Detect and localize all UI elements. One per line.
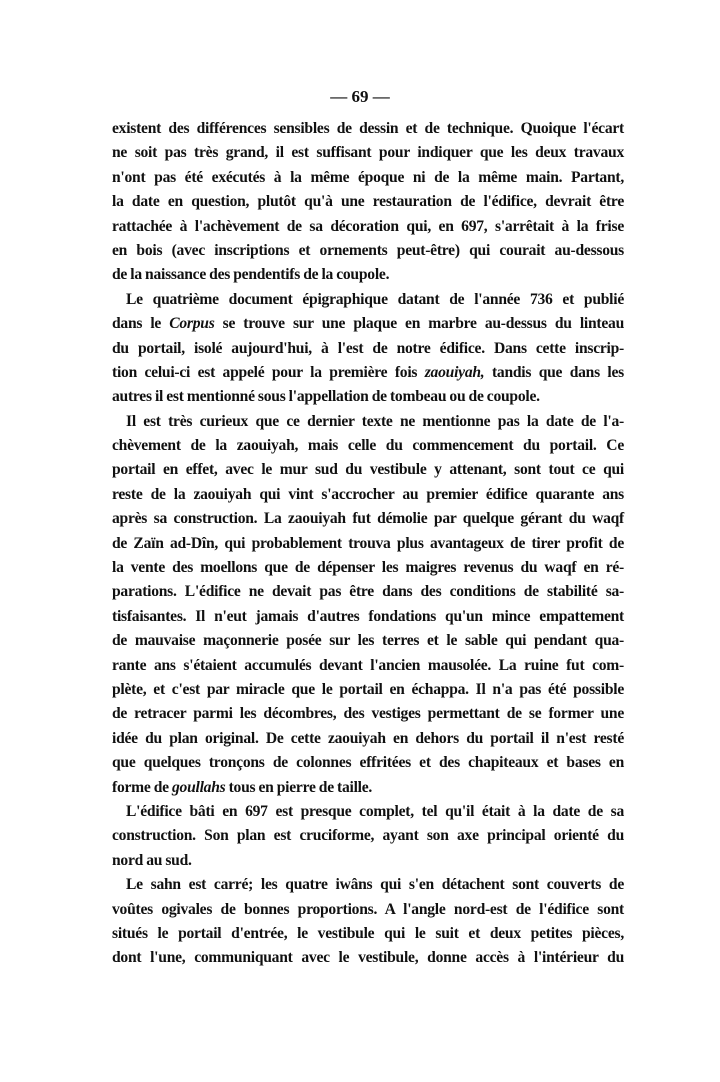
text-segment: après sa construction. La zaouiyah fut démolie par quelque gérant du waqf <box>112 510 624 528</box>
text-line <box>112 288 624 312</box>
text-segment: se trouve sur une plaque en marbre au-dessus du linteau <box>214 315 624 333</box>
text-segment: de Zaïn ad-Dîn, qui probablement trouva plus avantageux de tirer profit de <box>112 534 624 552</box>
text-line <box>112 190 624 214</box>
text-segment: la vente des moellons que de dépenser les maigres revenus du waqf en ré- <box>112 559 624 577</box>
text-segment: tisfaisantes. Il n'eut jamais d'autres fondations qu'un mince empattement <box>112 607 624 625</box>
text-segment: Il est très curieux que ce dernier texte ne mentionne pas la date de l'a- <box>126 412 624 430</box>
text-segment: idée du plan original. De cette zaouiyah en dehors du portail il n'est resté <box>112 729 624 747</box>
text-segment: voûtes ogivales de bonnes proportions. A l'angle nord-est de l'édifice sont <box>112 900 624 918</box>
text-line <box>112 605 624 629</box>
text-line <box>112 629 624 653</box>
text-line <box>112 580 624 604</box>
text-segment: du portail, isolé aujourd'hui, à l'est de notre édifice. Dans cette inscrip- <box>112 339 624 357</box>
text-line <box>112 263 624 287</box>
text-line <box>112 166 624 190</box>
text-line <box>112 215 624 239</box>
text-segment: n'ont pas été exécutés à la même époque ni de la même main. Partant, <box>112 168 624 186</box>
italic-term: zaouiyah, <box>424 363 485 381</box>
text-line <box>112 873 624 897</box>
text-line <box>112 458 624 482</box>
text-line <box>112 824 624 848</box>
text-segment: dont l'une, communiquant avec le vestibule, donne accès à l'intérieur du <box>112 949 624 967</box>
text-segment: de la naissance des pendentifs de la coupole. <box>112 266 390 284</box>
text-segment: construction. Son plan est cruciforme, ayant son axe principal orienté du <box>112 827 624 845</box>
text-line <box>112 849 624 873</box>
text-segment: la date en question, plutôt qu'à une restauration de l'édifice, devrait être <box>112 193 624 211</box>
text-segment: de retracer parmi les décombres, des vestiges permettant de se former une <box>112 705 624 723</box>
text-line <box>112 117 624 141</box>
text-segment: que quelques tronçons de colonnes effritées et des chapiteaux et bases en <box>112 754 624 772</box>
text-line <box>112 922 624 946</box>
text-segment: en bois (avec inscriptions et ornements peut-être) qui courait au-dessous <box>112 241 624 259</box>
text-segment: Le sahn est carré; les quatre iwâns qui s'en détachent sont couverts de <box>126 876 624 894</box>
text-line <box>112 385 624 409</box>
text-segment: forme de <box>112 778 172 796</box>
text-line <box>112 239 624 263</box>
text-line <box>112 678 624 702</box>
text-line <box>112 507 624 531</box>
text-segment: parations. L'édifice ne devait pas être dans des conditions de stabilité sa- <box>112 583 624 601</box>
text-line <box>112 946 624 970</box>
text-segment: portail en effet, avec le mur sud du vestibule y attenant, sont tout ce qui <box>112 461 624 479</box>
text-line <box>112 483 624 507</box>
text-segment: ne soit pas très grand, il est suffisant pour indiquer que les deux travaux <box>112 144 624 162</box>
text-segment: dans le <box>112 315 170 333</box>
text-segment: reste de la zaouiyah qui vint s'accrocher au premier édifice quarante ans <box>112 485 624 503</box>
text-line <box>112 532 624 556</box>
text-line <box>112 776 624 800</box>
text-line <box>112 312 624 336</box>
text-segment: tandis que dans les <box>484 363 624 381</box>
text-segment: chèvement de la zaouiyah, mais celle du commencement du portail. Ce <box>112 437 624 455</box>
text-segment: autres il est mentionné sous l'appellation de tombeau ou de coupole. <box>112 388 540 406</box>
text-line <box>112 702 624 726</box>
text-line <box>112 361 624 385</box>
text-line <box>112 141 624 165</box>
italic-term: goullahs <box>171 778 226 796</box>
text-segment: L'édifice bâti en 697 est presque complet, tel qu'il était à la date de sa <box>126 802 624 820</box>
text-line <box>112 654 624 678</box>
text-line <box>112 337 624 361</box>
text-segment: rattachée à l'achèvement de sa décoration qui, en 697, s'arrêtait à la frise <box>112 217 624 235</box>
text-segment: existent des différences sensibles de dessin et de technique. Quoique l'écart <box>112 120 624 137</box>
text-line <box>112 898 624 922</box>
text-segment: situés le portail d'entrée, le vestibule qui le suit et deux petites pièces, <box>112 924 624 942</box>
text-segment: plète, et c'est par miracle que le portail en échappa. Il n'a pas été possible <box>112 680 624 698</box>
text-line <box>112 727 624 751</box>
body-text <box>112 117 624 971</box>
text-line <box>112 800 624 824</box>
text-segment: nord au sud. <box>112 851 192 869</box>
text-segment: tion celui-ci est appelé pour la première fois <box>112 363 425 381</box>
text-segment: tous en pierre de taille. <box>225 778 373 796</box>
text-line <box>112 434 624 458</box>
text-segment: de mauvaise maçonnerie posée sur les terres et le sable qui pendant qua- <box>112 632 624 650</box>
text-line <box>112 751 624 775</box>
page-number: — 69 — <box>330 87 390 106</box>
text-segment: rante ans s'étaient accumulés devant l'ancien mausolée. La ruine fut com- <box>112 656 624 674</box>
text-line <box>112 556 624 580</box>
text-segment: Le quatrième document épigraphique datant de l'année 736 et publié <box>126 290 624 308</box>
italic-term: Corpus <box>169 315 215 333</box>
text-line <box>112 410 624 434</box>
